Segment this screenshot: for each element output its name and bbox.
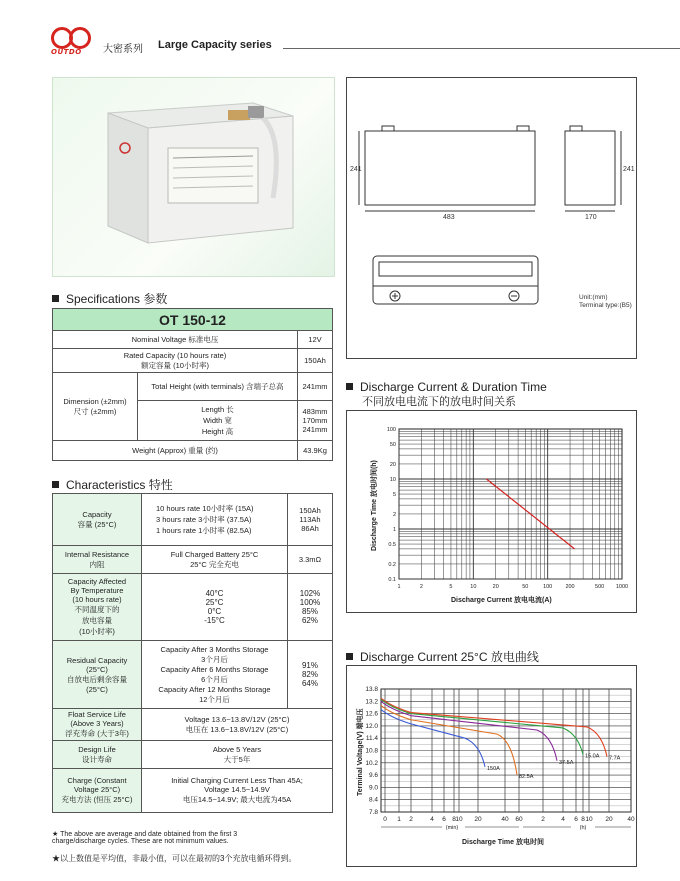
chart1-x-tick-label: 10 — [470, 584, 477, 590]
chart1-x-tick-label: 1 — [397, 584, 401, 590]
chart2-x-tick-label: 40 — [627, 816, 635, 823]
footnote-en: ★ The above are average and date obtained from the first 3 charge/discharge cycles. These are not minimum values. — [52, 831, 238, 845]
total-height-value: 241mm — [297, 373, 332, 401]
dim-241-right: 241 — [623, 166, 635, 173]
chart2-y-tick-label: 8.4 — [368, 796, 378, 804]
weight-value: 43.9Kg — [297, 441, 332, 461]
chart2-x-tick-label: 20 — [474, 816, 482, 823]
header-rule — [283, 48, 680, 49]
chart2-series-label: 15.0A — [585, 753, 600, 760]
chart1-y-tick-label: 10 — [389, 477, 396, 483]
chart2-x-tick-label: 0 — [383, 816, 387, 823]
logo-ring-right — [69, 27, 91, 49]
nominal-voltage-label: Nominal Voltage 标准电压 — [53, 331, 298, 349]
chart2-series-label: 37.5A — [559, 759, 574, 766]
chart1-y-tick-label: 0.1 — [388, 577, 396, 583]
specs-title: Specifications 参数 — [52, 290, 167, 307]
chart2-series-label: 7.7A — [609, 755, 621, 762]
chart1-panel — [346, 410, 637, 613]
chart1-x-tick-label: 50 — [522, 584, 529, 590]
terminal-note: Terminal type:(B5) — [579, 302, 632, 309]
dim-241-left: 241 — [350, 166, 362, 173]
chart1-y-tick-label: 5 — [392, 492, 396, 499]
resistance-value: 3.3mΩ — [288, 546, 333, 574]
chart2-x-tick-label: 4 — [561, 816, 565, 823]
chars-title: Characteristics 特性 — [52, 476, 173, 493]
chart1-x-tick-label: 100 — [543, 584, 553, 590]
chart2-x-unit-min: (min) — [445, 825, 459, 831]
chart2-x-unit-h: (h) — [579, 825, 587, 831]
chart2-series-line — [381, 701, 557, 760]
chart2-y-tick-label: 10.2 — [365, 759, 378, 767]
chart1-x-tick-label: 2 — [419, 584, 423, 590]
capacity-label: Capacity 容量 (25°C) — [53, 494, 142, 546]
discharge-duration-chart — [347, 411, 636, 612]
chart2-series-label: 150A — [487, 765, 500, 772]
chart1-x-tick-label: 500 — [595, 584, 605, 590]
chart2-x-tick-label: 8 — [581, 816, 585, 823]
chart2-y-tick-label: 13.2 — [365, 698, 378, 706]
chart2-y-tick-label: 13.8 — [365, 686, 378, 693]
resistance-condition: Full Charged Battery 25°C 25°C 完全充电 — [142, 546, 288, 574]
chart2-series-line — [381, 698, 607, 756]
chart1-x-tick-label: 5 — [449, 584, 453, 590]
footnote-cn: ★以上数值是平均值，非最小值，可以在最初的3个充放电循环得到。 — [52, 854, 297, 863]
chart2-xlabel: Discharge Time 放电时间 — [462, 839, 544, 846]
chart2-panel — [346, 665, 637, 867]
chart1-ylabel: Discharge Time 放电时间(h) — [371, 460, 378, 551]
dimension-drawing — [347, 78, 636, 358]
chart2-y-tick-label: 11.4 — [365, 735, 378, 743]
chart2-ylabel: Terminal Voltage(V) 端电压 — [357, 708, 364, 796]
discharge-curve-chart — [347, 666, 636, 866]
battery-illustration — [53, 78, 334, 276]
temp-capacity-label: Capacity Affected By Temperature (10 hours rate) 不同温度下的 放电容量 (10小时率) — [53, 574, 142, 641]
dim-170: 170 — [585, 214, 597, 221]
weight-label: Weight (Approx) 重量 (约) — [53, 441, 298, 461]
chart1-y-tick-label: 100 — [386, 427, 396, 433]
chart2-x-tick-label: 6 — [442, 816, 446, 823]
dim-483: 483 — [443, 214, 455, 221]
design-life-label: Design Life 设计寿命 — [53, 741, 142, 769]
chart2-y-tick-label: 12.0 — [365, 722, 378, 730]
series-title-cn: 大密系列 — [103, 44, 143, 55]
chart1-x-tick-label: 1000 — [615, 584, 629, 590]
product-photo — [52, 77, 335, 277]
series-title-en: Large Capacity series — [158, 39, 272, 51]
float-life-label: Float Service Life (Above 3 Years) 浮充寿命 (大于3年) — [53, 709, 142, 741]
dimension-label: Dimension (±2mm) 尺寸 (±2mm) — [53, 373, 138, 441]
capacity-values: 150Ah 113Ah 86Ah — [288, 494, 333, 546]
chart2-x-tick-label: 2 — [409, 816, 413, 823]
brand-logo — [51, 27, 93, 57]
lwh-values: 483mm 170mm 241mm — [297, 401, 332, 441]
float-life-condition: Voltage 13.6~13.8V/12V (25°C) 电压在 13.6~13.8V/12V (25°C) — [142, 709, 333, 741]
chart2-y-tick-label: 10.8 — [365, 747, 378, 755]
total-height-label: Total Height (with terminals) 含端子总高 — [138, 373, 298, 401]
rated-capacity-label: Rated Capacity (10 hours rate) 额定容量 (10小时率) — [53, 349, 298, 373]
residual-label: Residual Capacity (25°C) 自放电后剩余容量 (25°C) — [53, 641, 142, 709]
temp-capacity-values: 102% 100% 85% 62% — [288, 574, 333, 641]
chart2-y-tick-label: 9.0 — [368, 784, 378, 792]
nominal-voltage-value: 12V — [297, 331, 332, 349]
chart2-x-tick-label: 6 — [574, 816, 578, 823]
chart2-x-tick-label: 2 — [541, 816, 545, 823]
characteristics-table — [52, 493, 333, 813]
residual-values: 91% 82% 64% — [288, 641, 333, 709]
chart1-y-tick-label: 20 — [389, 461, 396, 468]
logo-text: OUTDO — [51, 48, 82, 56]
residual-condition: Capacity After 3 Months Storage 3个月后 Capacity After 6 Months Storage 6个月后 Capacity After 12 Months Storage 12个月后 — [142, 641, 288, 709]
chart1-y-tick-label: 1 — [392, 527, 396, 533]
chart2-x-tick-label: 4 — [430, 816, 434, 823]
lwh-labels: Length 长 Width 宽 Height 高 — [138, 401, 298, 441]
chart2-x-tick-label: 10 — [585, 816, 593, 823]
chart2-x-tick-label: 1 — [397, 816, 401, 823]
chart1-xlabel: Discharge Current 放电电流(A) — [451, 597, 552, 604]
chart2-y-tick-label: 7.8 — [368, 809, 378, 816]
chart2-x-tick-label: 20 — [605, 816, 613, 823]
chart1-title: Discharge Current & Duration Time — [346, 380, 547, 394]
chart1-y-tick-label: 50 — [389, 442, 396, 449]
capacity-rates: 10 hours rate 10小时率 (15A) 3 hours rate 3小时率 (37.5A) 1 hours rate 1小时率 (82.5A) — [142, 494, 288, 546]
temp-values: 40°C 25°C 0°C -15°C — [142, 574, 288, 641]
chart2-x-tick-label: 40 — [501, 816, 509, 823]
design-life-condition: Above 5 Years 大于5年 — [142, 741, 333, 769]
rated-capacity-value: 150Ah — [297, 349, 332, 373]
model-name: OT 150-12 — [53, 309, 333, 331]
chart1-plot-area — [399, 429, 622, 579]
chart2-x-tick-label: 8 — [452, 816, 456, 823]
chart2-x-tick-label: 10 — [455, 816, 463, 823]
chart1-y-tick-label: 0.5 — [388, 542, 396, 549]
specs-table — [52, 308, 333, 461]
chart2-series-label: 82.5A — [519, 774, 534, 781]
charge-label: Charge (Constant Voltage 25°C) 充电方法 (恒压 25°C) — [53, 769, 142, 813]
chart2-title: Discharge Current 25°C 放电曲线 — [346, 648, 539, 665]
chart1-y-tick-label: 0.2 — [388, 561, 396, 568]
chart1-subtitle: 不同放电电流下的放电时间关系 — [362, 395, 516, 408]
dimension-drawing-panel — [346, 77, 637, 359]
unit-note: Unit:(mm) — [579, 294, 608, 301]
chart1-x-tick-label: 200 — [565, 584, 575, 590]
chart1-x-tick-label: 20 — [492, 584, 499, 590]
resistance-label: Internal Resistance 内阻 — [53, 546, 142, 574]
chart2-x-tick-label: 60 — [515, 816, 523, 823]
chart2-y-tick-label: 12.6 — [365, 710, 378, 718]
charge-condition: Initial Charging Current Less Than 45A; Voltage 14.5~14.9V 电压14.5~14.9V; 最大电流为45A — [142, 769, 333, 813]
chart1-y-tick-label: 2 — [392, 511, 396, 518]
chart2-y-tick-label: 9.6 — [368, 772, 378, 780]
